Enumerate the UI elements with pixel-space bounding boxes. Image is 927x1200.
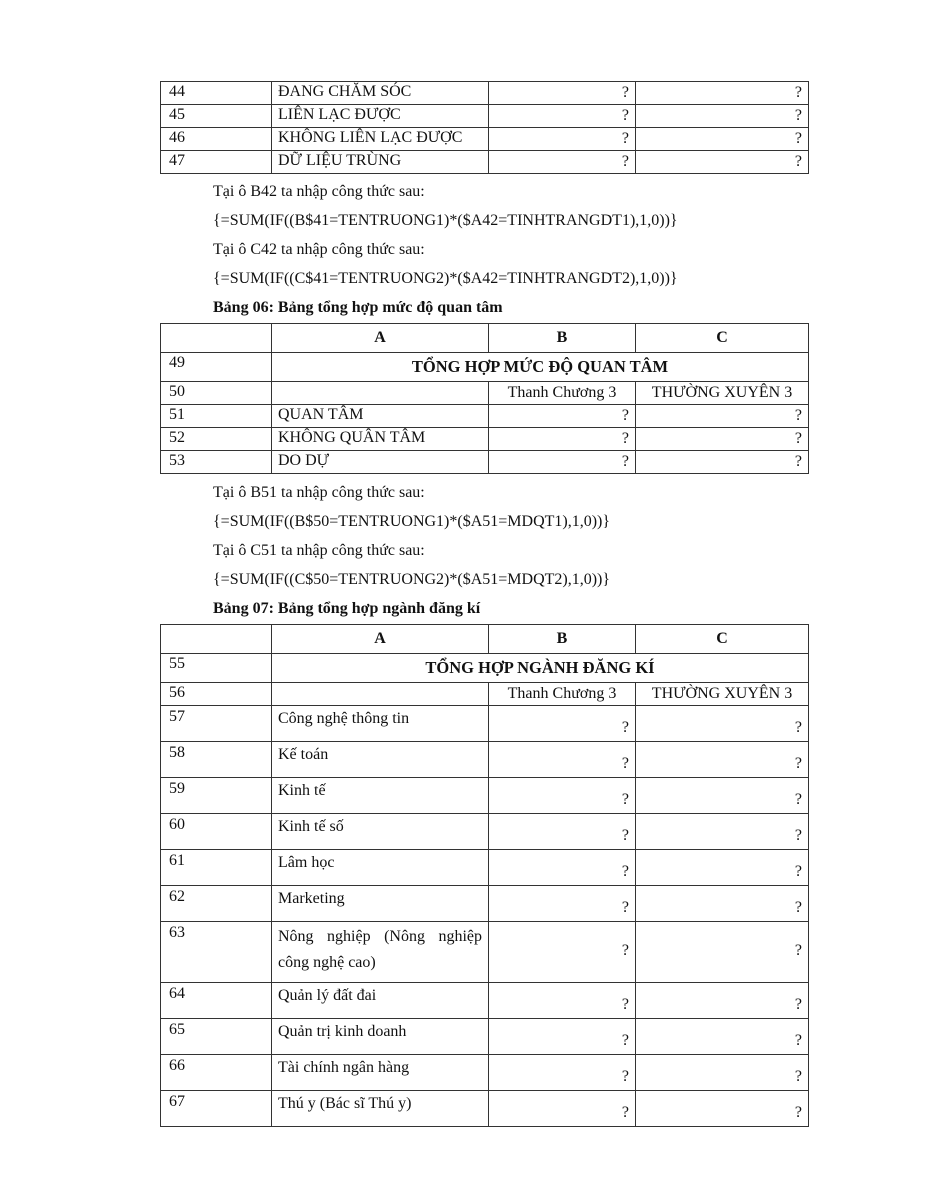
row-label: ĐANG CHĂM SÓC (272, 82, 489, 105)
table-row (161, 1019, 809, 1055)
column-header-blank (161, 324, 272, 353)
row-label: Nông nghiệp (Nông nghiệp công nghệ cao) (272, 922, 489, 983)
cell-b: ? (489, 814, 636, 850)
row-label: Lâm học (272, 850, 489, 886)
row-number: 57 (161, 706, 272, 742)
column-header-row (161, 625, 809, 654)
table-row (161, 814, 809, 850)
cell-b: ? (489, 151, 636, 174)
row-number: 61 (161, 850, 272, 886)
column-header-c: C (636, 625, 809, 654)
row-label: Công nghệ thông tin (272, 706, 489, 742)
column-header-blank (161, 625, 272, 654)
table-row (161, 983, 809, 1019)
row-number: 47 (161, 151, 272, 174)
cell-b: ? (489, 128, 636, 151)
cell-b: ? (489, 850, 636, 886)
row-number: 66 (161, 1055, 272, 1091)
instruction-b51: Tại ô B51 ta nhập công thức sau: (213, 484, 425, 501)
column-header-b: B (489, 625, 636, 654)
row-label: QUAN TÂM (272, 405, 489, 428)
row-label: LIÊN LẠC ĐƯỢC (272, 105, 489, 128)
cell-b: ? (489, 1055, 636, 1091)
table-row (161, 82, 809, 105)
cell-b: ? (489, 1091, 636, 1127)
row-number: 49 (161, 353, 272, 382)
school-name-c: THƯỜNG XUYÊN 3 (636, 683, 809, 706)
cell-c: ? (636, 886, 809, 922)
row-label: Marketing (272, 886, 489, 922)
cell-c: ? (636, 1055, 809, 1091)
cell-b: ? (489, 82, 636, 105)
cell-b: ? (489, 1019, 636, 1055)
title-row (161, 654, 809, 683)
row-number: 62 (161, 886, 272, 922)
column-header-row (161, 324, 809, 353)
cell-c: ? (636, 778, 809, 814)
table-row (161, 405, 809, 428)
title-row (161, 353, 809, 382)
cell-c: ? (636, 128, 809, 151)
row-label: KHÔNG QUÂN TÂM (272, 428, 489, 451)
row-number: 60 (161, 814, 272, 850)
row-label: Kinh tế số (272, 814, 489, 850)
row-label: Kinh tế (272, 778, 489, 814)
column-header-a: A (272, 324, 489, 353)
row-label: DO DỰ (272, 451, 489, 474)
table-row (161, 105, 809, 128)
cell-b: ? (489, 706, 636, 742)
table-06 (160, 323, 809, 474)
row-number: 46 (161, 128, 272, 151)
cell-b: ? (489, 983, 636, 1019)
cell-c: ? (636, 82, 809, 105)
cell-b: ? (489, 451, 636, 474)
cell-c: ? (636, 1019, 809, 1055)
cell-c: ? (636, 1091, 809, 1127)
table-row (161, 128, 809, 151)
cell-c: ? (636, 428, 809, 451)
row-number: 50 (161, 382, 272, 405)
cell-c: ? (636, 105, 809, 128)
row-number: 67 (161, 1091, 272, 1127)
school-row (161, 382, 809, 405)
table-06-caption: Bảng 06: Bảng tổng hợp mức độ quan tâm (213, 299, 503, 316)
cell-c: ? (636, 706, 809, 742)
row-label: KHÔNG LIÊN LẠC ĐƯỢC (272, 128, 489, 151)
instruction-b42: Tại ô B42 ta nhập công thức sau: (213, 183, 425, 200)
table-row (161, 1055, 809, 1091)
school-name-b: Thanh Chương 3 (489, 683, 636, 706)
row-number: 63 (161, 922, 272, 983)
row-number: 55 (161, 654, 272, 683)
instruction-c51: Tại ô C51 ta nhập công thức sau: (213, 542, 425, 559)
column-header-c: C (636, 324, 809, 353)
table-row (161, 850, 809, 886)
row-label: Kế toán (272, 742, 489, 778)
table-row (161, 151, 809, 174)
table-title: TỔNG HỢP MỨC ĐỘ QUAN TÂM (272, 353, 809, 382)
cell-c: ? (636, 742, 809, 778)
cell-c: ? (636, 983, 809, 1019)
table-row (161, 922, 809, 983)
cell-b: ? (489, 886, 636, 922)
row-number: 45 (161, 105, 272, 128)
cell-c: ? (636, 850, 809, 886)
formula-b51: {=SUM(IF((B$50=TENTRUONG1)*($A51=MDQT1),1,0))} (213, 513, 611, 530)
cell-b: ? (489, 105, 636, 128)
row-number: 44 (161, 82, 272, 105)
column-header-a: A (272, 625, 489, 654)
row-number: 53 (161, 451, 272, 474)
formula-c51: {=SUM(IF((C$50=TENTRUONG2)*($A51=MDQT2),1,0))} (213, 571, 611, 588)
table-row (161, 1091, 809, 1127)
row-label: Quản lý đất đai (272, 983, 489, 1019)
row-label: Thú y (Bác sĩ Thú y) (272, 1091, 489, 1127)
row-label: Quản trị kinh doanh (272, 1019, 489, 1055)
cell-b: ? (489, 405, 636, 428)
row-number: 59 (161, 778, 272, 814)
row-number: 51 (161, 405, 272, 428)
cell-b: ? (489, 922, 636, 983)
table-07-caption: Bảng 07: Bảng tổng hợp ngành đăng kí (213, 600, 481, 617)
row-number: 64 (161, 983, 272, 1019)
cell-c: ? (636, 922, 809, 983)
table-title: TỔNG HỢP NGÀNH ĐĂNG KÍ (272, 654, 809, 683)
cell-b: ? (489, 742, 636, 778)
cell-c: ? (636, 405, 809, 428)
school-label-a (272, 683, 489, 706)
row-number: 56 (161, 683, 272, 706)
school-name-b: Thanh Chương 3 (489, 382, 636, 405)
table-row (161, 886, 809, 922)
cell-c: ? (636, 814, 809, 850)
row-number: 52 (161, 428, 272, 451)
school-name-c: THƯỜNG XUYÊN 3 (636, 382, 809, 405)
table-05-tail (160, 81, 809, 174)
table-row (161, 706, 809, 742)
school-row (161, 683, 809, 706)
row-number: 58 (161, 742, 272, 778)
row-label: DỮ LIỆU TRÙNG (272, 151, 489, 174)
instruction-c42: Tại ô C42 ta nhập công thức sau: (213, 241, 425, 258)
table-row (161, 742, 809, 778)
row-label: Tài chính ngân hàng (272, 1055, 489, 1091)
cell-c: ? (636, 151, 809, 174)
cell-c: ? (636, 451, 809, 474)
cell-b: ? (489, 428, 636, 451)
table-row (161, 451, 809, 474)
row-number: 65 (161, 1019, 272, 1055)
cell-b: ? (489, 778, 636, 814)
table-row (161, 778, 809, 814)
table-07 (160, 624, 809, 1127)
school-label-a (272, 382, 489, 405)
formula-b42: {=SUM(IF((B$41=TENTRUONG1)*($A42=TINHTRANGDT1),1,0))} (213, 212, 678, 229)
formula-c42: {=SUM(IF((C$41=TENTRUONG2)*($A42=TINHTRANGDT2),1,0))} (213, 270, 678, 287)
column-header-b: B (489, 324, 636, 353)
table-row (161, 428, 809, 451)
